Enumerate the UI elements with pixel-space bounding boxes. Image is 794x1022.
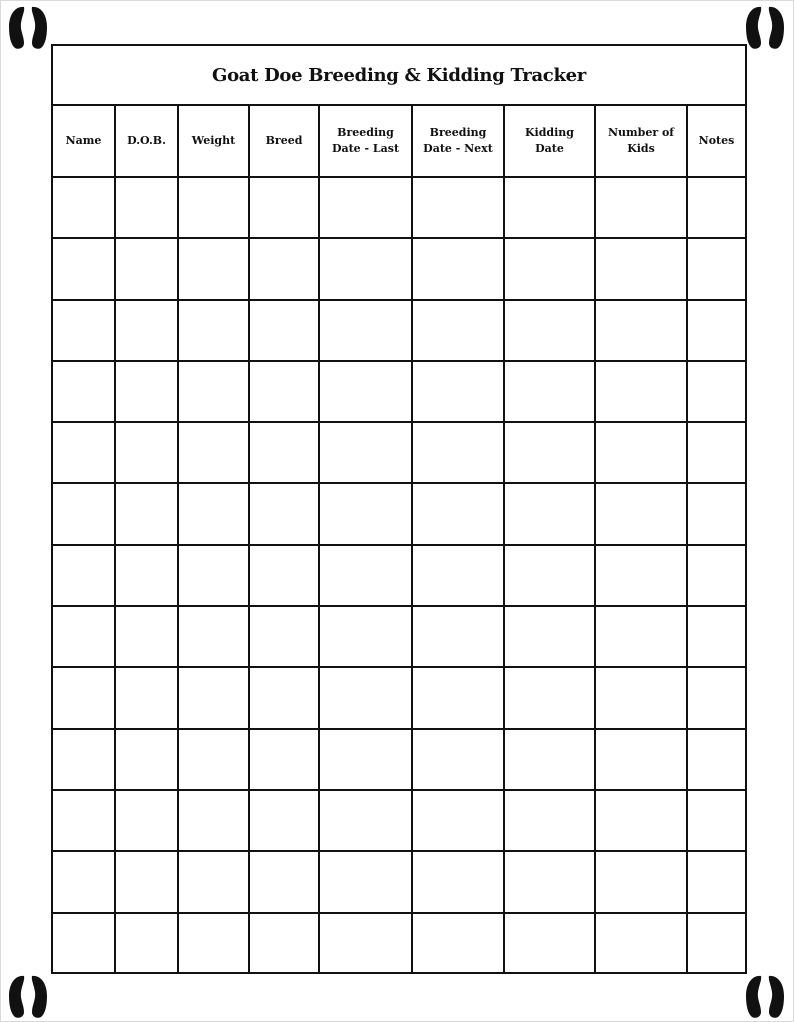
blank-entry-cell[interactable] [178,729,249,790]
blank-entry-cell[interactable] [249,729,319,790]
tracker-sheet [51,44,747,974]
column-header-notes: Notes [687,106,745,177]
blank-entry-cell[interactable] [595,361,687,422]
blank-entry-cell[interactable] [595,238,687,299]
column-header-breeding-date-last: Breeding Date - Last [319,106,412,177]
column-header-breed: Breed [249,106,319,177]
blank-entry-cell[interactable] [504,545,595,606]
blank-entry-cell[interactable] [115,300,178,361]
title-bar [53,46,745,106]
blank-entry-cell[interactable] [53,545,115,606]
table-row [53,913,745,974]
blank-entry-cell[interactable] [115,545,178,606]
blank-entry-cell[interactable] [595,790,687,851]
blank-entry-cell[interactable] [178,545,249,606]
blank-entry-cell[interactable] [595,606,687,667]
blank-entry-cell[interactable] [412,361,504,422]
blank-entry-cell[interactable] [504,177,595,238]
blank-entry-cell[interactable] [595,851,687,912]
blank-entry-cell[interactable] [504,790,595,851]
blank-entry-cell[interactable] [412,483,504,544]
blank-entry-cell[interactable] [178,422,249,483]
blank-entry-cell[interactable] [595,729,687,790]
header-row [53,106,745,177]
blank-entry-cell[interactable] [53,667,115,728]
goat-hoof-print-icon [741,3,789,51]
blank-entry-cell[interactable] [319,422,412,483]
table-row [53,361,745,422]
blank-entry-cell[interactable] [115,606,178,667]
blank-entry-cell[interactable] [687,238,745,299]
blank-entry-cell[interactable] [595,483,687,544]
blank-entry-cell[interactable] [53,238,115,299]
blank-entry-cell[interactable] [115,238,178,299]
blank-entry-cell[interactable] [249,667,319,728]
blank-entry-cell[interactable] [412,545,504,606]
blank-entry-cell[interactable] [412,790,504,851]
blank-entry-cell[interactable] [687,545,745,606]
blank-entry-cell[interactable] [504,606,595,667]
blank-entry-cell[interactable] [53,851,115,912]
blank-entry-cell[interactable] [319,177,412,238]
blank-entry-cell[interactable] [115,361,178,422]
blank-entry-cell[interactable] [504,729,595,790]
blank-entry-cell[interactable] [595,545,687,606]
table-row [53,606,745,667]
blank-entry-cell[interactable] [249,545,319,606]
blank-entry-cell[interactable] [319,667,412,728]
table-row [53,483,745,544]
blank-entry-cell[interactable] [53,913,115,974]
blank-entry-cell[interactable] [115,790,178,851]
blank-entry-cell[interactable] [319,913,412,974]
blank-entry-cell[interactable] [249,483,319,544]
blank-entry-cell[interactable] [249,238,319,299]
blank-entry-cell[interactable] [53,483,115,544]
blank-entry-cell[interactable] [687,851,745,912]
blank-entry-cell[interactable] [115,913,178,974]
blank-entry-cell[interactable] [178,238,249,299]
column-header-dob: D.O.B. [115,106,178,177]
blank-entry-cell[interactable] [504,361,595,422]
table-row [53,238,745,299]
blank-entry-cell[interactable] [504,300,595,361]
blank-entry-cell[interactable] [319,238,412,299]
blank-entry-cell[interactable] [115,483,178,544]
blank-entry-cell[interactable] [178,913,249,974]
blank-entry-cell[interactable] [53,177,115,238]
blank-entry-cell[interactable] [412,667,504,728]
column-header-weight: Weight [178,106,249,177]
blank-entry-cell[interactable] [595,667,687,728]
blank-entry-cell[interactable] [53,606,115,667]
column-header-breeding-date-next: Breeding Date - Next [412,106,504,177]
blank-entry-cell[interactable] [319,790,412,851]
blank-entry-cell[interactable] [595,913,687,974]
table-row [53,422,745,483]
blank-entry-cell[interactable] [504,667,595,728]
blank-entry-cell[interactable] [178,851,249,912]
blank-entry-cell[interactable] [595,177,687,238]
table-row [53,545,745,606]
blank-entry-cell[interactable] [249,790,319,851]
blank-entry-cell[interactable] [249,851,319,912]
column-header-name: Name [53,106,115,177]
blank-entry-cell[interactable] [53,790,115,851]
goat-hoof-print-icon [4,3,52,51]
table-row [53,790,745,851]
blank-entry-cell[interactable] [319,851,412,912]
blank-entry-cell[interactable] [115,422,178,483]
blank-entry-cell[interactable] [504,913,595,974]
blank-entry-cell[interactable] [319,300,412,361]
blank-entry-cell[interactable] [249,606,319,667]
blank-entry-cell[interactable] [319,606,412,667]
blank-entry-cell[interactable] [687,729,745,790]
blank-entry-cell[interactable] [319,483,412,544]
blank-entry-cell[interactable] [249,177,319,238]
blank-entry-cell[interactable] [687,300,745,361]
blank-entry-cell[interactable] [504,483,595,544]
table-row [53,177,745,238]
blank-entry-cell[interactable] [178,667,249,728]
blank-entry-cell[interactable] [53,422,115,483]
blank-entry-cell[interactable] [115,851,178,912]
blank-entry-cell[interactable] [115,667,178,728]
blank-entry-cell[interactable] [178,177,249,238]
blank-entry-cell[interactable] [687,361,745,422]
blank-entry-cell[interactable] [412,422,504,483]
blank-entry-cell[interactable] [687,667,745,728]
table-row [53,300,745,361]
blank-entry-cell[interactable] [53,729,115,790]
column-header-kidding-date: Kidding Date [504,106,595,177]
blank-entry-cell[interactable] [504,851,595,912]
blank-entry-cell[interactable] [687,913,745,974]
blank-entry-cell[interactable] [115,177,178,238]
blank-entry-cell[interactable] [412,606,504,667]
blank-entry-cell[interactable] [595,300,687,361]
blank-entry-cell[interactable] [178,483,249,544]
blank-entry-cell[interactable] [687,422,745,483]
tracker-table [53,106,745,974]
blank-entry-cell[interactable] [504,422,595,483]
blank-entry-cell[interactable] [412,300,504,361]
blank-entry-cell[interactable] [412,913,504,974]
table-row [53,851,745,912]
blank-entry-cell[interactable] [249,422,319,483]
blank-entry-cell[interactable] [412,851,504,912]
blank-entry-cell[interactable] [115,729,178,790]
blank-entry-cell[interactable] [249,913,319,974]
blank-entry-cell[interactable] [249,361,319,422]
table-row [53,667,745,728]
blank-entry-cell[interactable] [53,300,115,361]
blank-entry-cell[interactable] [249,300,319,361]
blank-entry-cell[interactable] [178,790,249,851]
blank-entry-cell[interactable] [687,606,745,667]
page-title: Goat Doe Breeding & Kidding Tracker [212,64,586,86]
blank-entry-cell[interactable] [412,729,504,790]
blank-entry-cell[interactable] [53,361,115,422]
blank-entry-cell[interactable] [687,483,745,544]
blank-entry-cell[interactable] [504,238,595,299]
blank-entry-cell[interactable] [178,361,249,422]
blank-entry-cell[interactable] [687,790,745,851]
blank-entry-cell[interactable] [412,238,504,299]
goat-hoof-print-icon [4,972,52,1020]
blank-entry-cell[interactable] [687,177,745,238]
goat-hoof-print-icon [741,972,789,1020]
blank-entry-cell[interactable] [412,177,504,238]
blank-entry-cell[interactable] [178,300,249,361]
blank-entry-cell[interactable] [178,606,249,667]
blank-entry-cell[interactable] [319,729,412,790]
blank-entry-cell[interactable] [595,422,687,483]
blank-entry-cell[interactable] [319,361,412,422]
tracker-body [53,177,745,974]
column-header-number-of-kids: Number of Kids [595,106,687,177]
table-row [53,729,745,790]
blank-entry-cell[interactable] [319,545,412,606]
